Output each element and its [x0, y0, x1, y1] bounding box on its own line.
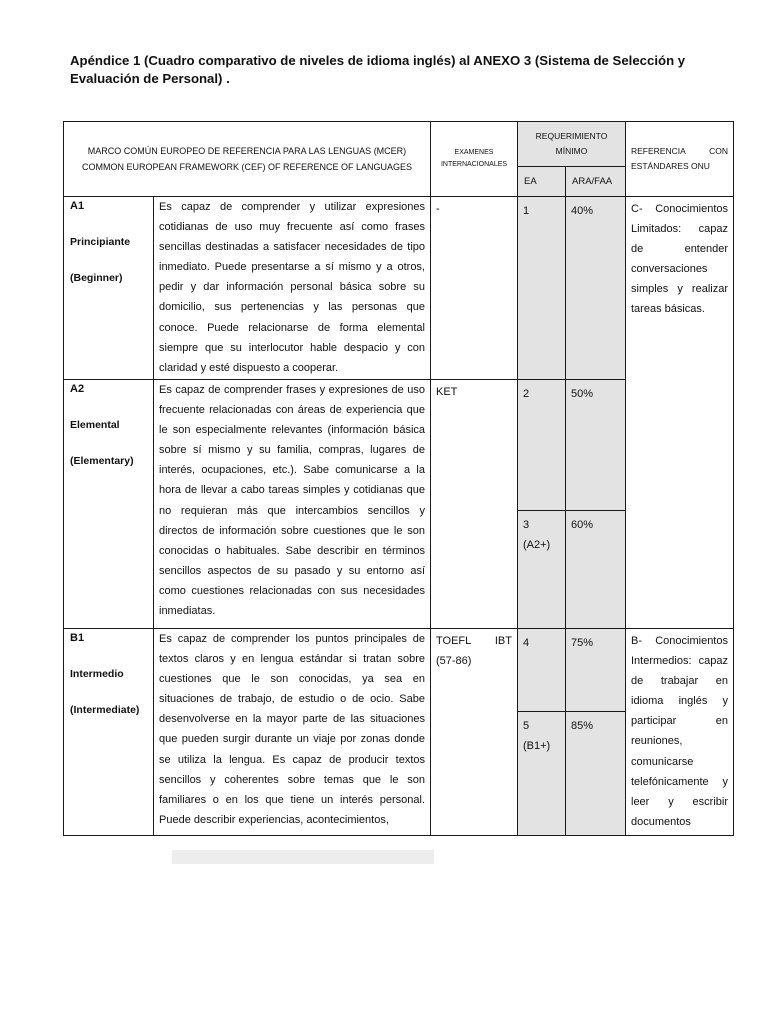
onu-header-line1: REFERENCIA CON	[631, 146, 728, 156]
arafaa-value: 50%	[566, 380, 626, 511]
level-description: Es capaz de comprender y utilizar expresiones cotidianas de uso muy frecuente así como frases sencillas destinadas a satisfacer necesidades de tipo inmediato. Puede presentarse a sí mismo y a otros, pedir y dar información personal básica sobre su domicilio, sus pertenencias y las personas que conoce. Puede relacionarse de forma elemental siempre que su interlocutor hable despacio y con claridad y esté dispuesto a cooperar.	[154, 197, 431, 380]
level-code: A2	[70, 383, 85, 395]
mcer-header-spanish: MARCO COMÚN EUROPEO DE REFERENCIA PARA LAS LENGUAS (MCER)	[87, 146, 407, 156]
page-title: Apéndice 1 (Cuadro comparativo de niveles de idioma inglés) al ANEXO 3 (Sistema de Selección y Evaluación de Personal) .	[70, 53, 686, 86]
onu-reference: B- Conocimientos Intermedios: capaz de trabajar en idioma inglés y participar en reuniones, comunicarse telefónicamente y leer y escribir documentos	[626, 629, 734, 836]
arafaa-value: 75%	[566, 629, 626, 712]
arafaa-header: ARA/FAA	[566, 167, 626, 197]
ea-plus-number: 5	[523, 720, 530, 732]
level-english: (Elementary)	[70, 455, 134, 467]
exam-variant: IBT	[494, 635, 512, 647]
ea-value-plus	[518, 511, 566, 629]
arafaa-value-plus: 85%	[566, 712, 626, 836]
exam-cell	[431, 629, 518, 836]
requirement-header: REQUERIMIENTO MÍNIMO	[518, 122, 626, 167]
level-description: Es capaz de comprender frases y expresiones de uso frecuente relacionadas con áreas de experiencia que le son especialmente relevantes (información básica sobre sí mismo y su familia, compras, lugares de interés, ocupaciones, etc.). Sabe comunicarse a la hora de llevar a cabo tareas simples y cotidianas que no requieran más que intercambios sencillos y directos de información sobre cuestiones que le son conocidas o habituales. Sabe describir en términos sencillos aspectos de su pasado y su entorno así como cuestiones relacionadas con sus necesidades inmediatas.	[154, 380, 431, 629]
table-row	[64, 197, 734, 380]
exam-cell: -	[431, 197, 518, 380]
level-name: Elemental	[70, 419, 120, 431]
ea-value: 4	[518, 629, 566, 712]
mcer-header	[64, 122, 431, 197]
ea-value-plus	[518, 712, 566, 836]
ea-header: EA	[518, 167, 566, 197]
ea-plus-number: 3	[523, 519, 530, 531]
level-cell	[64, 629, 154, 836]
level-cell	[64, 197, 154, 380]
exams-header: EXAMENES INTERNACIONALES	[431, 122, 518, 197]
level-name: Principiante	[70, 236, 131, 248]
ea-plus-label: (A2+)	[523, 539, 551, 551]
level-name: Intermedio	[70, 668, 124, 680]
onu-header-line2: ESTÁNDARES ONU	[631, 161, 710, 171]
onu-header	[626, 122, 734, 197]
ea-value: 1	[518, 197, 566, 380]
table-row	[64, 629, 734, 712]
onu-reference: C- Conocimientos Limitados: capaz de entender conversaciones simples y realizar tareas básicas.	[626, 197, 734, 629]
level-description: Es capaz de comprender los puntos principales de textos claros y en lengua estándar si tratan sobre cuestiones que le son conocidas, ya sea en situaciones de trabajo, de estudio o de ocio. Sabe desenvolverse en la mayor parte de las situaciones que pueden surgir durante un viaje por zonas donde se utiliza la lengua. Es capaz de producir textos sencillos y coherentes sobre temas que le son familiares o en los que tiene un interés personal. Puede describir experiencias, acontecimientos,	[154, 629, 431, 836]
mcer-header-english: COMMON EUROPEAN FRAMEWORK (CEF) OF REFERENCE OF LANGUAGES	[81, 162, 413, 172]
level-cell	[64, 380, 154, 629]
level-english: (Intermediate)	[70, 704, 140, 716]
exam-cell: KET	[431, 380, 518, 629]
exam-name: TOEFL	[436, 635, 472, 647]
ea-plus-label: (B1+)	[523, 740, 551, 752]
scroll-shadow	[172, 850, 434, 864]
ea-value: 2	[518, 380, 566, 511]
level-english: (Beginner)	[70, 272, 123, 284]
comparison-table	[63, 121, 734, 836]
level-code: B1	[70, 632, 85, 644]
arafaa-value: 40%	[566, 197, 626, 380]
arafaa-value-plus: 60%	[566, 511, 626, 629]
exam-score-range: (57-86)	[436, 655, 472, 668]
level-code: A1	[70, 200, 85, 212]
